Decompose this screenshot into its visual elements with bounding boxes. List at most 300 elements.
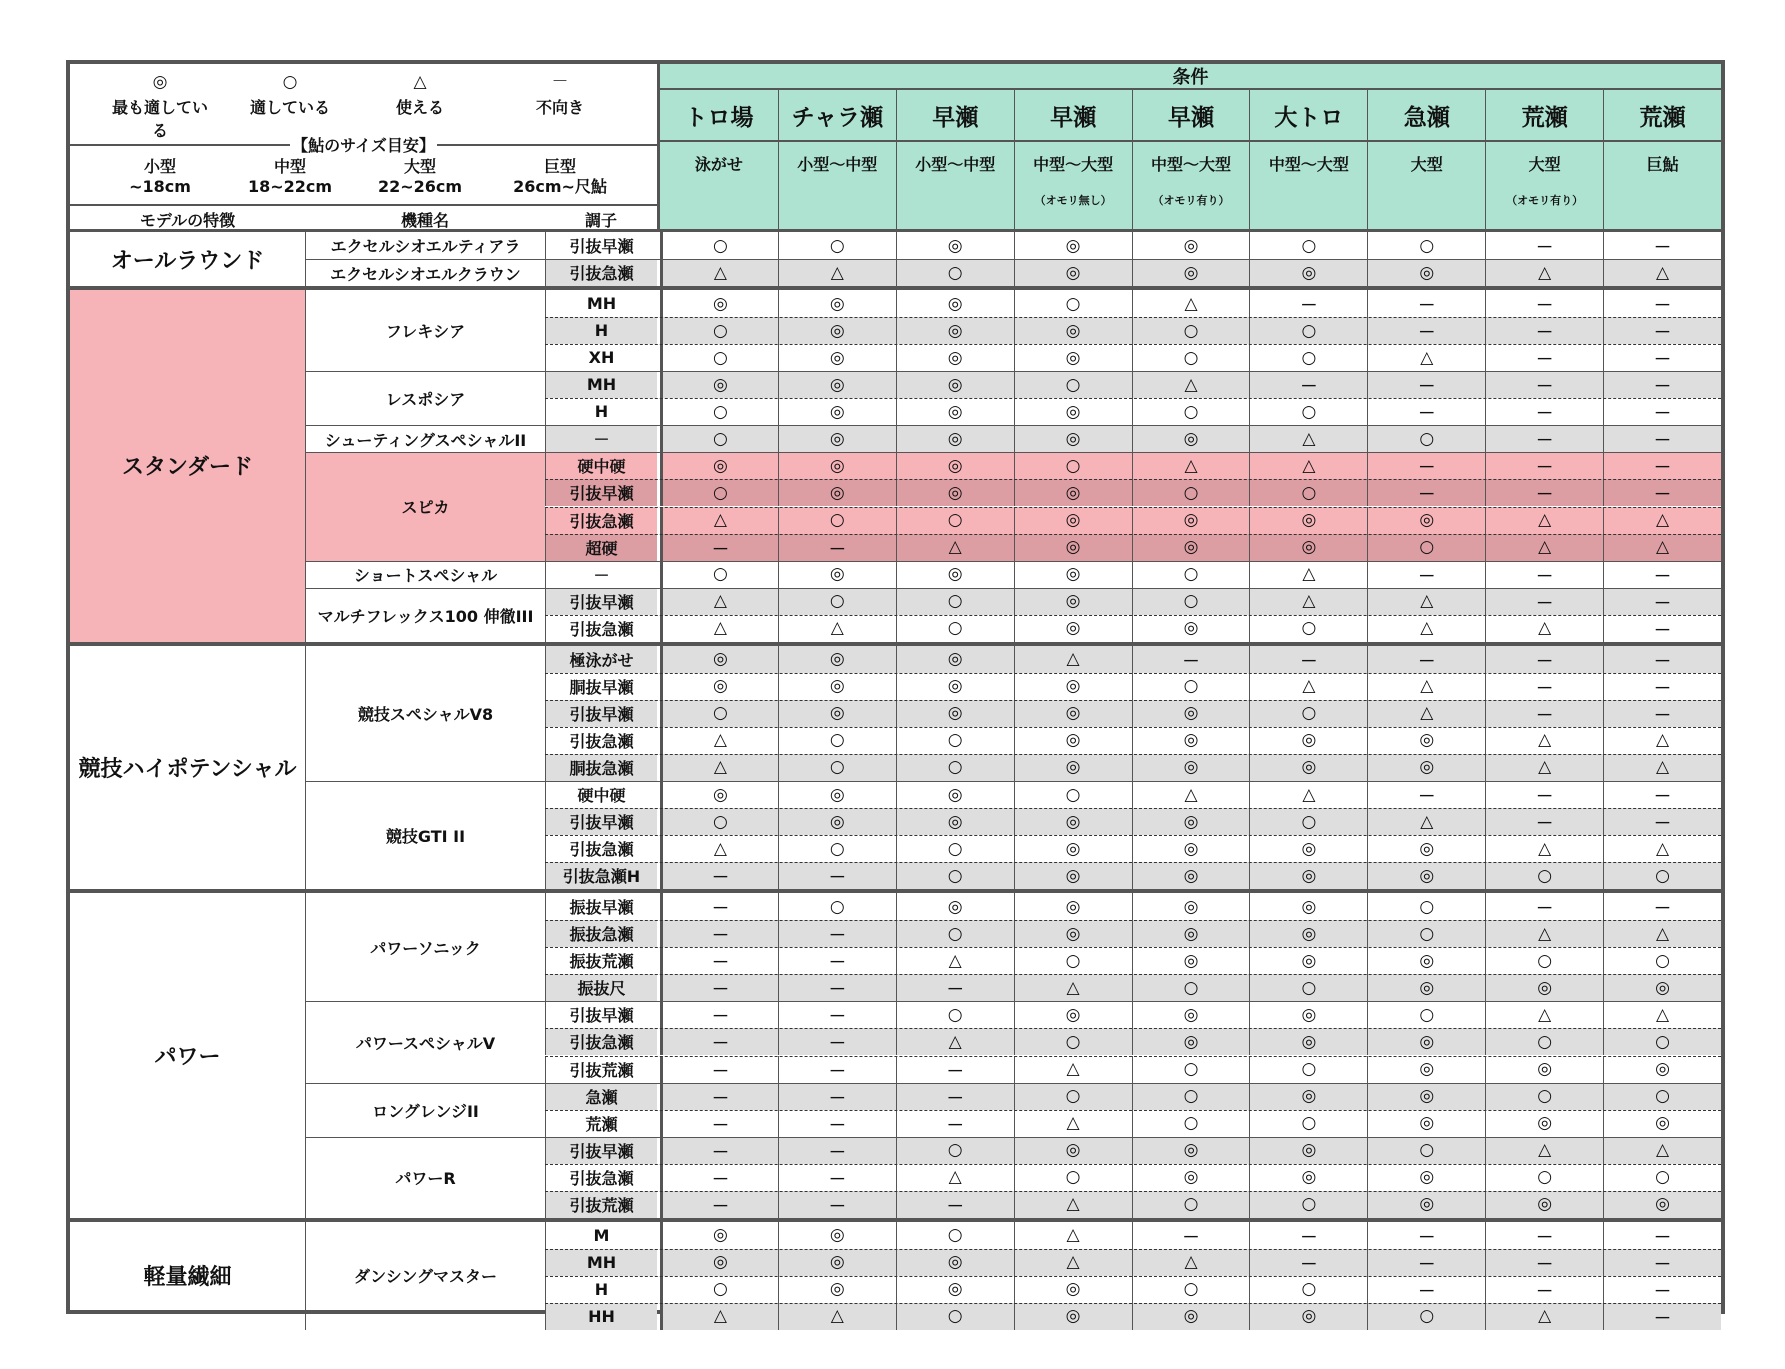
rating-cell: －	[778, 974, 896, 1001]
rating-cell: ◎	[1367, 727, 1485, 754]
rating-cell: ○	[1249, 1191, 1367, 1218]
rating-cell: ○	[1132, 974, 1250, 1001]
condition-name: 荒瀬	[1604, 90, 1721, 142]
tone-cell: 振抜尺	[545, 974, 657, 1001]
rating-cell: ◎	[1014, 615, 1132, 642]
rating-cell: △	[660, 259, 778, 286]
condition-column	[778, 90, 896, 232]
rating-cell: －	[1603, 479, 1721, 506]
rating-cell: －	[660, 920, 778, 947]
condition-name: 大トロ	[1250, 90, 1367, 142]
header-tone: 調子	[584, 210, 617, 230]
row-divider	[545, 673, 1721, 674]
tone-cell: 引抜急瀬	[545, 1028, 657, 1055]
rating-cell: －	[778, 1191, 896, 1218]
condition-note: （オモリ有り）	[1152, 194, 1230, 207]
tone-cell: HH	[545, 1303, 657, 1330]
rating-cell: ◎	[896, 425, 1014, 452]
rating-cell: ○	[1485, 947, 1603, 974]
double-circle-icon: ◎	[152, 72, 168, 92]
rating-cell: ○	[1249, 317, 1367, 344]
rating-cell: －	[1485, 425, 1603, 452]
rating-cell: ◎	[1249, 534, 1367, 561]
rating-cell: ○	[1132, 1083, 1250, 1110]
rating-cell: △	[896, 534, 1014, 561]
condition-note: （オモリ有り）	[1506, 194, 1584, 207]
rating-cell: ◎	[896, 452, 1014, 479]
category-label: オールラウンド	[110, 248, 265, 274]
rating-cell: ◎	[778, 781, 896, 808]
rating-cell: ○	[1014, 371, 1132, 398]
rating-cell: ◎	[1485, 1056, 1603, 1083]
rating-cell: ◎	[1132, 754, 1250, 781]
rating-cell: －	[778, 1110, 896, 1137]
rating-cell: ○	[1132, 1056, 1250, 1083]
rating-cell: ◎	[778, 646, 896, 673]
model-divider	[545, 259, 1721, 260]
rating-cell: －	[1485, 673, 1603, 700]
rating-cell: －	[1485, 371, 1603, 398]
row-divider	[545, 479, 1721, 480]
tone-cell: 胴抜早瀬	[545, 673, 657, 700]
rating-cell: －	[660, 974, 778, 1001]
tone-cell: －	[545, 561, 657, 588]
rating-cell: ○	[896, 920, 1014, 947]
legend-unsuitable: － 不向き	[535, 72, 584, 117]
rating-cell: △	[1485, 920, 1603, 947]
rating-cell: ◎	[1132, 808, 1250, 835]
rating-cell: －	[660, 862, 778, 889]
rating-cell: △	[660, 835, 778, 862]
rating-cell: －	[1603, 232, 1721, 259]
rating-cell: △	[1485, 1001, 1603, 1028]
rating-cell: ◎	[1014, 920, 1132, 947]
rating-cell: ◎	[778, 1249, 896, 1276]
rating-cell: ◎	[896, 781, 1014, 808]
legend-good: ○ 適している	[249, 72, 330, 117]
rating-cell: ◎	[1132, 1303, 1250, 1330]
rating-cell: ○	[896, 615, 1014, 642]
rating-cell: ◎	[1132, 700, 1250, 727]
rating-cell: ○	[778, 727, 896, 754]
tone-cell: 引抜急瀬	[545, 615, 657, 642]
rating-cell: ◎	[1249, 507, 1367, 534]
tone-cell: 引抜急瀬	[545, 727, 657, 754]
row-divider	[545, 835, 1721, 836]
row-divider	[545, 1249, 1721, 1250]
rating-cell: ◎	[1014, 673, 1132, 700]
rating-cell: －	[1485, 344, 1603, 371]
compatibility-table	[66, 60, 1725, 1329]
rating-cell: ○	[1014, 290, 1132, 317]
model-divider	[545, 561, 1721, 562]
rating-cell: －	[1603, 646, 1721, 673]
rating-cell: △	[778, 259, 896, 286]
rating-cell: △	[1249, 561, 1367, 588]
rating-cell: ◎	[1249, 947, 1367, 974]
rating-cell: ◎	[778, 700, 896, 727]
rating-cell: －	[1485, 700, 1603, 727]
rating-cell: △	[1014, 646, 1132, 673]
rating-cell: －	[660, 1110, 778, 1137]
condition-name: 荒瀬	[1486, 90, 1603, 142]
rating-cell: ○	[778, 232, 896, 259]
rating-cell: ○	[1249, 974, 1367, 1001]
model-name: エクセルシオエルティアラ	[305, 232, 545, 259]
rating-cell: －	[778, 1083, 896, 1110]
circle-icon: ○	[282, 72, 298, 92]
rating-cell: －	[778, 1056, 896, 1083]
rating-cell: △	[1132, 290, 1250, 317]
rating-cell: △	[1014, 1222, 1132, 1249]
rating-cell: －	[1485, 398, 1603, 425]
rating-cell: －	[1249, 1222, 1367, 1249]
rating-cell: ◎	[896, 646, 1014, 673]
row-divider	[545, 1056, 1721, 1057]
rating-cell: －	[1249, 1249, 1367, 1276]
rating-cell: －	[1132, 646, 1250, 673]
rating-cell: ◎	[1014, 534, 1132, 561]
rating-cell: ○	[1132, 673, 1250, 700]
tone-cell: 引抜急瀬	[545, 835, 657, 862]
tone-cell: 引抜早瀬	[545, 479, 657, 506]
header-model: 機種名	[400, 210, 449, 230]
tone-cell: 引抜急瀬	[545, 1164, 657, 1191]
rating-cell: ◎	[660, 673, 778, 700]
rating-cell: ○	[1014, 781, 1132, 808]
rating-cell: －	[1603, 615, 1721, 642]
rating-cell: ○	[1603, 862, 1721, 889]
rating-cell: ○	[1249, 1056, 1367, 1083]
rating-cell: △	[660, 507, 778, 534]
rating-cell: ○	[896, 1303, 1014, 1330]
rating-cell: ◎	[896, 673, 1014, 700]
rating-cell: △	[1485, 259, 1603, 286]
rating-cell: ◎	[1132, 507, 1250, 534]
tone-cell: 引抜荒瀬	[545, 1056, 657, 1083]
rating-cell: －	[1485, 232, 1603, 259]
rating-cell: ○	[1249, 1276, 1367, 1303]
rating-cell: ○	[660, 398, 778, 425]
rating-cell: △	[1485, 1303, 1603, 1330]
rating-cell: －	[1485, 808, 1603, 835]
rating-cell: △	[660, 727, 778, 754]
rating-cell: ◎	[660, 452, 778, 479]
tone-cell: M	[545, 1222, 657, 1249]
rating-cell: ○	[1367, 893, 1485, 920]
rating-cell: ◎	[896, 371, 1014, 398]
rating-cell: ○	[1132, 398, 1250, 425]
rating-cell: ○	[778, 507, 896, 534]
row-divider	[545, 615, 1721, 616]
rating-cell: －	[1367, 781, 1485, 808]
rating-cell: －	[660, 1083, 778, 1110]
row-divider	[545, 974, 1721, 975]
rating-cell: △	[1014, 1249, 1132, 1276]
rating-cell: ◎	[1367, 835, 1485, 862]
header-divider	[70, 229, 1721, 232]
rating-cell: ◎	[778, 344, 896, 371]
rating-cell: ◎	[1367, 862, 1485, 889]
tone-cell: 振抜急瀬	[545, 920, 657, 947]
rating-cell: ○	[660, 479, 778, 506]
rating-cell: ○	[1249, 808, 1367, 835]
row-divider	[545, 344, 1721, 345]
rating-cell: －	[1603, 398, 1721, 425]
rating-cell: －	[1603, 1222, 1721, 1249]
rating-cell: △	[1367, 588, 1485, 615]
model-divider	[545, 1083, 1721, 1084]
model-name: パワーR	[305, 1137, 545, 1218]
rating-cell: △	[1367, 344, 1485, 371]
rating-cell: ◎	[778, 561, 896, 588]
rating-cell: ○	[1132, 479, 1250, 506]
model-divider	[545, 781, 1721, 782]
rating-cell: －	[1132, 1222, 1250, 1249]
condition-column	[1132, 90, 1250, 232]
rating-cell: －	[896, 1110, 1014, 1137]
condition-size: 中型～大型	[1150, 154, 1231, 174]
rating-cell: ○	[1603, 1164, 1721, 1191]
rating-cell: △	[778, 615, 896, 642]
size-medium: 中型 18~22cm	[247, 157, 333, 196]
tone-cell: MH	[545, 290, 657, 317]
rating-cell: ○	[660, 344, 778, 371]
size-small: 小型 ~18cm	[129, 157, 191, 196]
rating-cell: －	[1603, 344, 1721, 371]
rating-cell: ◎	[1249, 1164, 1367, 1191]
rating-cell: ◎	[896, 561, 1014, 588]
rating-cell: ◎	[1603, 974, 1721, 1001]
rating-cell: ◎	[660, 781, 778, 808]
row-divider	[545, 920, 1721, 921]
rating-cell: ◎	[778, 479, 896, 506]
rating-cell: ◎	[1485, 1110, 1603, 1137]
rating-cell: ◎	[1014, 1303, 1132, 1330]
rating-cell: ◎	[1367, 507, 1485, 534]
rating-cell: －	[896, 1056, 1014, 1083]
rating-cell: ◎	[1367, 1110, 1485, 1137]
rating-cell: ○	[1249, 344, 1367, 371]
rating-cell: ◎	[1132, 1137, 1250, 1164]
rating-cell: ◎	[1249, 920, 1367, 947]
model-divider	[545, 588, 1721, 589]
tone-cell: 引抜急瀬	[545, 259, 657, 286]
rating-cell: －	[1603, 290, 1721, 317]
rating-cell: －	[1603, 700, 1721, 727]
rating-cell: －	[778, 920, 896, 947]
condition-title: 条件	[660, 64, 1721, 90]
rating-cell: ◎	[1367, 947, 1485, 974]
condition-size: 大型	[1528, 154, 1561, 174]
rating-cell: －	[1603, 673, 1721, 700]
rating-cell: －	[660, 1056, 778, 1083]
legend-best: ◎ 最も適している	[111, 72, 208, 140]
size-large: 大型 22~26cm	[377, 157, 463, 196]
rating-cell: ◎	[1014, 317, 1132, 344]
rating-cell: －	[1249, 290, 1367, 317]
rating-cell: ◎	[1249, 1001, 1367, 1028]
header-feature: モデルの特徴	[139, 210, 236, 230]
rating-cell: △	[1603, 534, 1721, 561]
rating-cell: －	[660, 1164, 778, 1191]
rating-cell: △	[896, 1028, 1014, 1055]
condition-size: 小型～中型	[915, 154, 996, 174]
rating-cell: △	[1603, 507, 1721, 534]
rating-cell: ◎	[660, 371, 778, 398]
rating-cell: ○	[896, 1001, 1014, 1028]
rating-cell: ○	[896, 835, 1014, 862]
model-name: レスポシア	[305, 371, 545, 425]
rating-cell: －	[1485, 561, 1603, 588]
model-name: パワースペシャルV	[305, 1001, 545, 1082]
legend-usable: △ 使える	[395, 72, 444, 117]
rating-cell: ◎	[660, 290, 778, 317]
rating-cell: ◎	[1367, 259, 1485, 286]
rating-cell: △	[1014, 1191, 1132, 1218]
rating-cell: ◎	[1367, 1056, 1485, 1083]
model-name: エクセルシオエルクラウン	[305, 259, 545, 286]
rating-cell: ◎	[1014, 259, 1132, 286]
condition-column	[896, 90, 1014, 232]
tone-cell: H	[545, 1276, 657, 1303]
rating-cell: ◎	[778, 1276, 896, 1303]
rating-cell: ◎	[1249, 259, 1367, 286]
rating-cell: △	[1367, 700, 1485, 727]
condition-header	[660, 64, 1721, 232]
rating-cell: △	[1485, 507, 1603, 534]
category-label: スタンダード	[70, 290, 305, 642]
tone-cell: 硬中硬	[545, 452, 657, 479]
rating-cell: －	[1367, 290, 1485, 317]
rating-cell: －	[778, 947, 896, 974]
condition-size: 大型	[1410, 154, 1443, 174]
rating-cell: ◎	[778, 317, 896, 344]
rating-cell: ◎	[778, 371, 896, 398]
rating-cell: ◎	[1014, 479, 1132, 506]
rating-cell: ◎	[1014, 893, 1132, 920]
rating-cell: －	[1367, 561, 1485, 588]
rating-cell: ◎	[1014, 808, 1132, 835]
rating-cell: －	[1485, 588, 1603, 615]
rating-cell: △	[1485, 615, 1603, 642]
rating-cell: △	[660, 1303, 778, 1330]
model-name: ロングレンジII	[305, 1083, 545, 1137]
rating-cell: ◎	[896, 1276, 1014, 1303]
rating-cell: ○	[778, 835, 896, 862]
condition-size: 中型～大型	[1033, 154, 1114, 174]
rating-cell: △	[896, 1164, 1014, 1191]
model-divider	[545, 1137, 1721, 1138]
rating-cell: ○	[1603, 1083, 1721, 1110]
rating-cell: －	[660, 947, 778, 974]
rating-cell: －	[1603, 317, 1721, 344]
model-divider	[545, 425, 1721, 426]
row-divider	[545, 1303, 1721, 1304]
rating-cell: ◎	[1249, 893, 1367, 920]
model-name: シューティングスペシャルII	[305, 425, 545, 452]
rating-cell: ○	[660, 1276, 778, 1303]
rating-cell: ○	[1485, 1164, 1603, 1191]
rating-cell: ○	[896, 862, 1014, 889]
rating-cell: ○	[1249, 1110, 1367, 1137]
rating-cell: ○	[1249, 232, 1367, 259]
condition-name: チャラ瀬	[779, 90, 896, 142]
condition-column	[1249, 90, 1367, 232]
rating-cell: ◎	[896, 232, 1014, 259]
rating-cell: ○	[1132, 317, 1250, 344]
rating-cell: ◎	[1014, 1001, 1132, 1028]
rating-cell: ◎	[1603, 1056, 1721, 1083]
rating-cell: ◎	[1603, 1191, 1721, 1218]
row-divider	[545, 507, 1721, 508]
rating-cell: －	[778, 1028, 896, 1055]
size-guide-title: 【鮎のサイズ目安】	[290, 133, 437, 156]
tone-cell: 振抜荒瀬	[545, 947, 657, 974]
rating-cell: ○	[1485, 1028, 1603, 1055]
rating-cell: －	[896, 974, 1014, 1001]
size-giant: 巨型 26cm~尺鮎	[513, 157, 607, 196]
rating-cell: △	[1014, 1056, 1132, 1083]
tone-cell: 引抜急瀬	[545, 507, 657, 534]
rating-cell: －	[1485, 290, 1603, 317]
rating-cell: －	[1485, 1276, 1603, 1303]
rating-cell: ○	[896, 507, 1014, 534]
rating-cell: －	[778, 534, 896, 561]
rating-cell: －	[1485, 1222, 1603, 1249]
rating-cell: －	[778, 1137, 896, 1164]
row-divider	[545, 700, 1721, 701]
tone-cell: 引抜早瀬	[545, 588, 657, 615]
rating-cell: －	[660, 893, 778, 920]
rating-cell: ◎	[1014, 754, 1132, 781]
rating-cell: ◎	[778, 398, 896, 425]
condition-column	[660, 90, 778, 232]
rating-cell: ◎	[1603, 1110, 1721, 1137]
rating-cell: △	[1367, 808, 1485, 835]
rating-cell: ○	[778, 893, 896, 920]
rating-cell: －	[778, 1001, 896, 1028]
tone-cell: 硬中硬	[545, 781, 657, 808]
rating-cell: ◎	[1367, 754, 1485, 781]
rating-cell: －	[1485, 317, 1603, 344]
rating-cell: ◎	[896, 808, 1014, 835]
rating-cell: △	[1132, 371, 1250, 398]
rating-cell: ◎	[1132, 835, 1250, 862]
rating-cell: －	[1603, 893, 1721, 920]
rating-cell: △	[1603, 920, 1721, 947]
rating-cell: －	[778, 1164, 896, 1191]
rating-cell: ◎	[778, 425, 896, 452]
rating-cell: ○	[1014, 452, 1132, 479]
rating-cell: ◎	[1014, 561, 1132, 588]
tone-cell: 引抜急瀬H	[545, 862, 657, 889]
rating-cell: －	[1367, 1222, 1485, 1249]
model-name: スピカ	[305, 452, 545, 560]
model-divider	[545, 371, 1721, 372]
rating-cell: ◎	[1014, 398, 1132, 425]
rating-cell: －	[1367, 1276, 1485, 1303]
rating-cell: ○	[896, 1222, 1014, 1249]
rating-cell: ◎	[1014, 835, 1132, 862]
rating-cell: ◎	[1367, 1191, 1485, 1218]
rating-cell: －	[660, 1191, 778, 1218]
rating-cell: ◎	[1132, 615, 1250, 642]
rating-cell: △	[1367, 615, 1485, 642]
rating-cell: △	[1603, 727, 1721, 754]
rating-cell: ◎	[1249, 862, 1367, 889]
rating-cell: ○	[1132, 1276, 1250, 1303]
